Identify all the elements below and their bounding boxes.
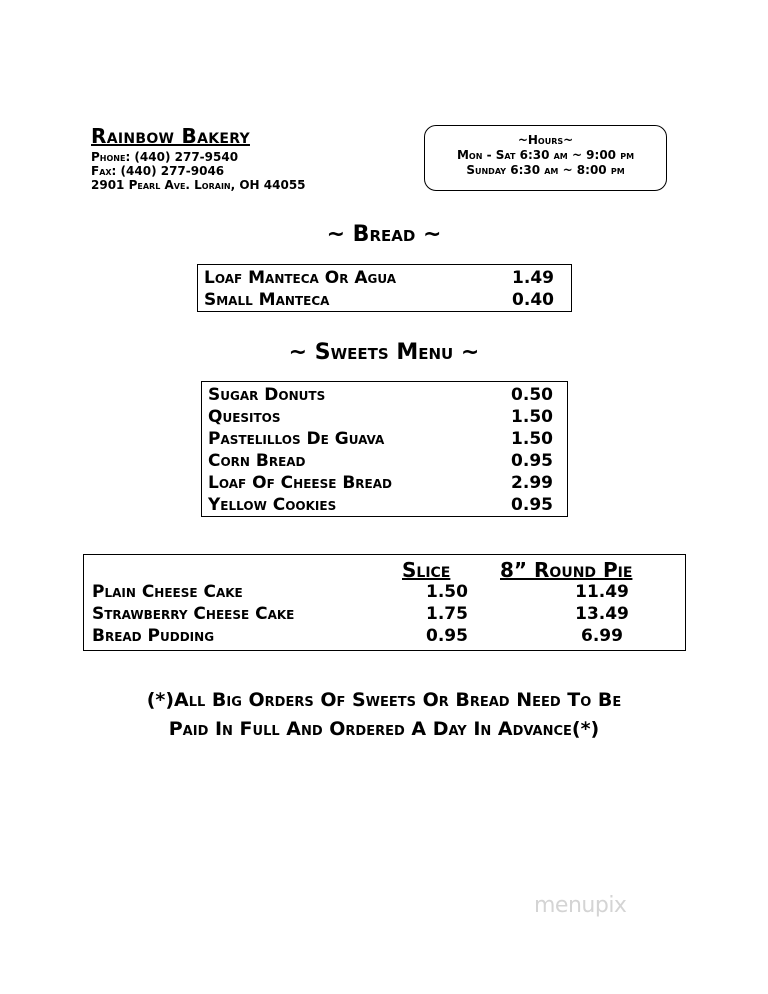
hours-box	[424, 125, 667, 191]
notice-line: Paid In Full And Ordered A Day In Advance(*)	[168, 718, 600, 740]
sweets-section-title: ~ Sweets Menu ~	[288, 340, 480, 365]
sweets-item-price: 0.95	[511, 451, 553, 471]
cake-pie-price: 13.49	[575, 604, 629, 624]
sweets-item-price: 1.50	[511, 429, 553, 449]
sweets-item-name: Yellow Cookies	[208, 495, 337, 515]
sweets-item-price: 1.50	[511, 407, 553, 427]
cake-slice-price: 1.75	[426, 604, 468, 624]
cake-slice-price: 0.95	[426, 626, 468, 646]
bread-item-price: 1.49	[512, 268, 554, 288]
sweets-item-name: Pastelillos De Guava	[208, 429, 385, 449]
sweets-item-price: 0.95	[511, 495, 553, 515]
hours-title: ~Hours~	[517, 133, 574, 147]
bread-item-name: Small Manteca	[204, 290, 330, 310]
hours-sunday: Sunday 6:30 am ~ 8:00 pm	[466, 163, 625, 177]
cake-slice-price: 1.50	[426, 582, 468, 602]
sweets-item-name: Quesitos	[208, 407, 281, 427]
bread-item-name: Loaf Manteca Or Agua	[204, 268, 397, 288]
fax-number: Fax: (440) 277-9046	[91, 164, 225, 178]
bread-section-title: ~ Bread ~	[326, 222, 442, 247]
menupix-watermark: menupix	[534, 893, 627, 918]
round-pie-column-header: 8” Round Pie	[500, 558, 633, 582]
address: 2901 Pearl Ave. Lorain, OH 44055	[91, 178, 306, 192]
cake-item-name: Plain Cheese Cake	[92, 582, 243, 602]
sweets-item-price: 0.50	[511, 385, 553, 405]
notice-line: (*)All Big Orders Of Sweets Or Bread Need To Be	[146, 689, 622, 711]
cake-pie-price: 11.49	[575, 582, 629, 602]
sweets-price-list	[201, 381, 568, 517]
cake-item-name: Bread Pudding	[92, 626, 215, 646]
sweets-item-price: 2.99	[511, 473, 553, 493]
sweets-item-name: Corn Bread	[208, 451, 306, 471]
cake-price-table	[83, 554, 686, 651]
cake-pie-price: 6.99	[581, 626, 623, 646]
sweets-item-name: Sugar Donuts	[208, 385, 326, 405]
advance-order-notice	[0, 686, 768, 744]
bread-price-list	[197, 264, 572, 312]
slice-column-header: Slice	[402, 558, 451, 582]
bread-item-price: 0.40	[512, 290, 554, 310]
cake-item-name: Strawberry Cheese Cake	[92, 604, 295, 624]
sweets-item-name: Loaf Of Cheese Bread	[208, 473, 392, 493]
bakery-name: Rainbow Bakery	[91, 124, 250, 148]
hours-weekday: Mon - Sat 6:30 am ~ 9:00 pm	[456, 148, 635, 162]
phone-number: Phone: (440) 277-9540	[91, 150, 239, 164]
